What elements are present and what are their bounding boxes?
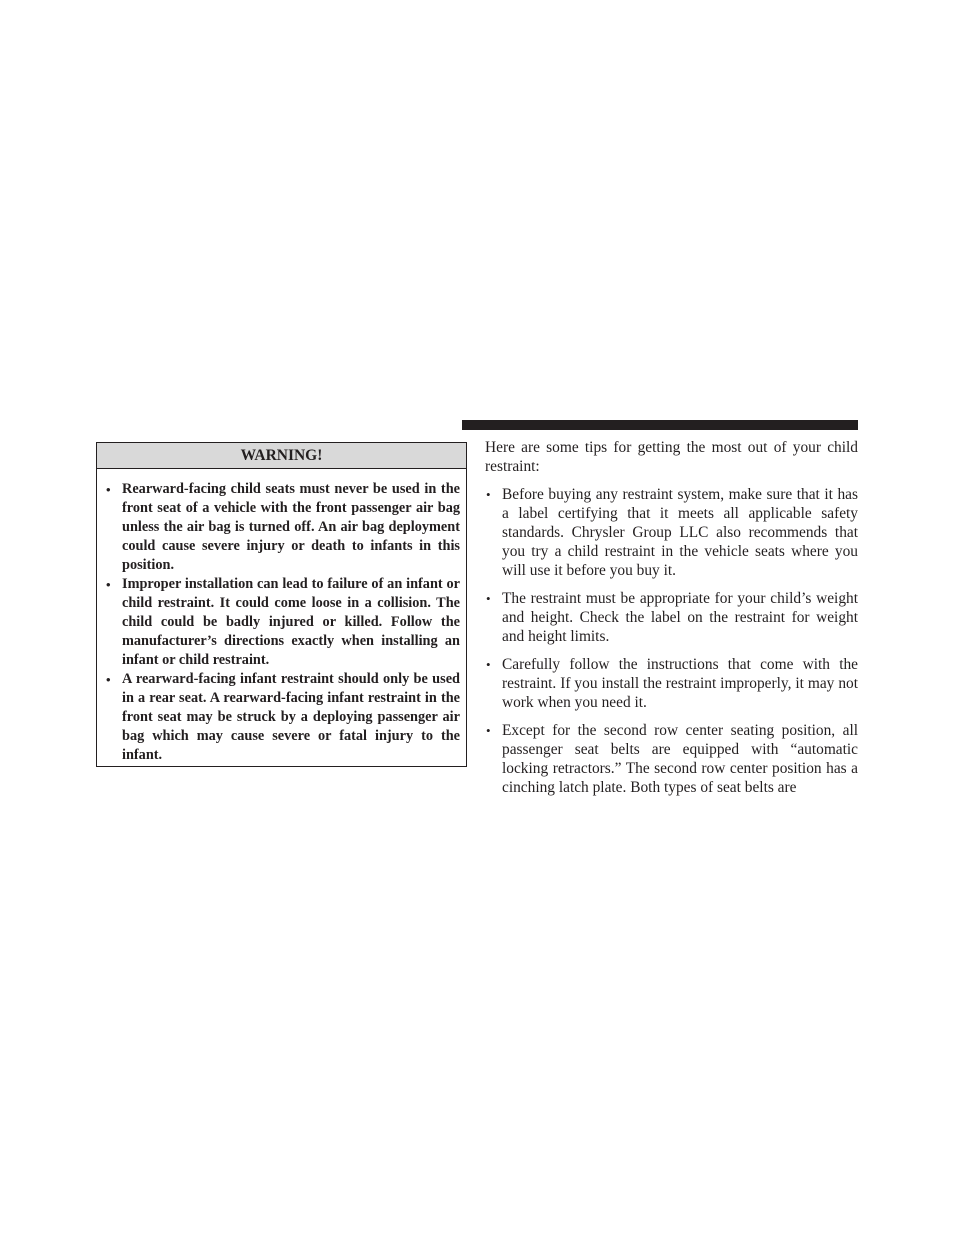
warning-item: • Improper installation can lead to failure of an infant or child restraint. It could come loose in a collision. The child could be badly injured or killed. Follow the manufacturer’s directions exactly when installing an infant or child restraint. <box>122 575 460 670</box>
tips-column <box>485 438 858 806</box>
warning-list <box>97 469 466 765</box>
warning-box <box>96 442 467 767</box>
tips-list <box>485 485 858 797</box>
warning-title: WARNING! <box>97 443 466 469</box>
tip-item: • The restraint must be appropriate for your child’s weight and height. Check the label on the restraint for weight and height limits. <box>502 589 858 646</box>
tip-item: • Carefully follow the instructions that come with the restraint. If you install the restraint improperly, it may not work when you need it. <box>502 655 858 712</box>
tip-item: • Except for the second row center seating position, all passenger seat belts are equipped with “automatic locking retractors.” The second row center position has a cinching latch plate. Both types of seat belts are <box>502 721 858 797</box>
tip-item: • Before buying any restraint system, make sure that it has a label certifying that it meets all applicable safety standards. Chrysler Group LLC also recommends that you try a child restraint in the vehicle seats where you will use it before you buy it. <box>502 485 858 580</box>
tips-intro: Here are some tips for getting the most out of your child restraint: <box>485 439 858 475</box>
warning-item: • Rearward-facing child seats must never be used in the front seat of a vehicle with the front passenger air bag unless the air bag is turned off. An air bag deployment could cause severe injury or death to infants in this position. <box>122 480 460 575</box>
warning-item: • A rearward-facing infant restraint should only be used in a rear seat. A rearward-facing infant restraint in the front seat may be struck by a deploying passenger air bag which may cause severe or fatal injury to the infant. <box>122 670 460 765</box>
section-header-bar <box>462 420 858 430</box>
